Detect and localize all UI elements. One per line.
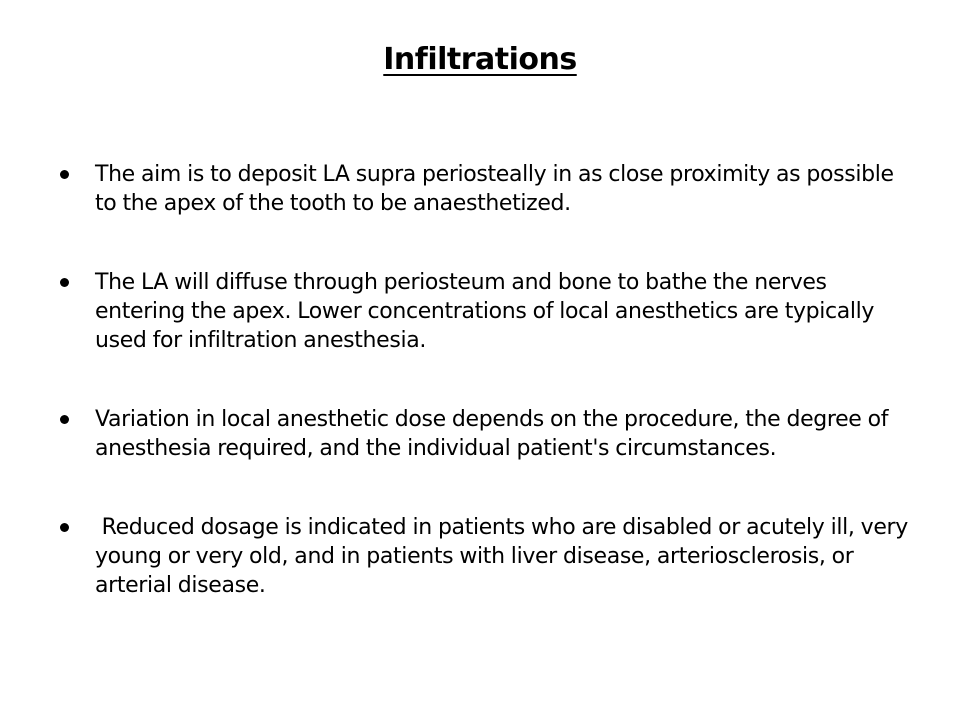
bullet-point-icon (60, 523, 69, 532)
bullet-text: The aim is to deposit LA supra periosteally in as close proximity as possible to the apex of the tooth to be anaesthetized. (95, 162, 894, 216)
bullet-point-icon (60, 415, 69, 424)
bullet-list (58, 160, 918, 600)
bullet-point-icon (60, 170, 69, 179)
bullet-item (58, 405, 918, 463)
bullet-item (58, 513, 918, 600)
slide-title-text: Infiltrations (383, 42, 577, 77)
slide-title (0, 38, 960, 82)
bullet-text: Reduced dosage is indicated in patients who are disabled or acutely ill, very young or very old, and in patients with liver disease, arteriosclerosis, or arterial disease. (95, 515, 915, 598)
bullet-text: Variation in local anesthetic dose depends on the procedure, the degree of anesthesia required, and the individual patient's circumstances. (95, 407, 889, 461)
bullet-point-icon (60, 278, 69, 287)
bullet-item (58, 268, 918, 355)
bullet-text: The LA will diffuse through periosteum and bone to bathe the nerves entering the apex. Lower concentrations of local anesthetics are typically used for infiltration anesthesia. (95, 270, 875, 353)
bullet-item (58, 160, 918, 218)
